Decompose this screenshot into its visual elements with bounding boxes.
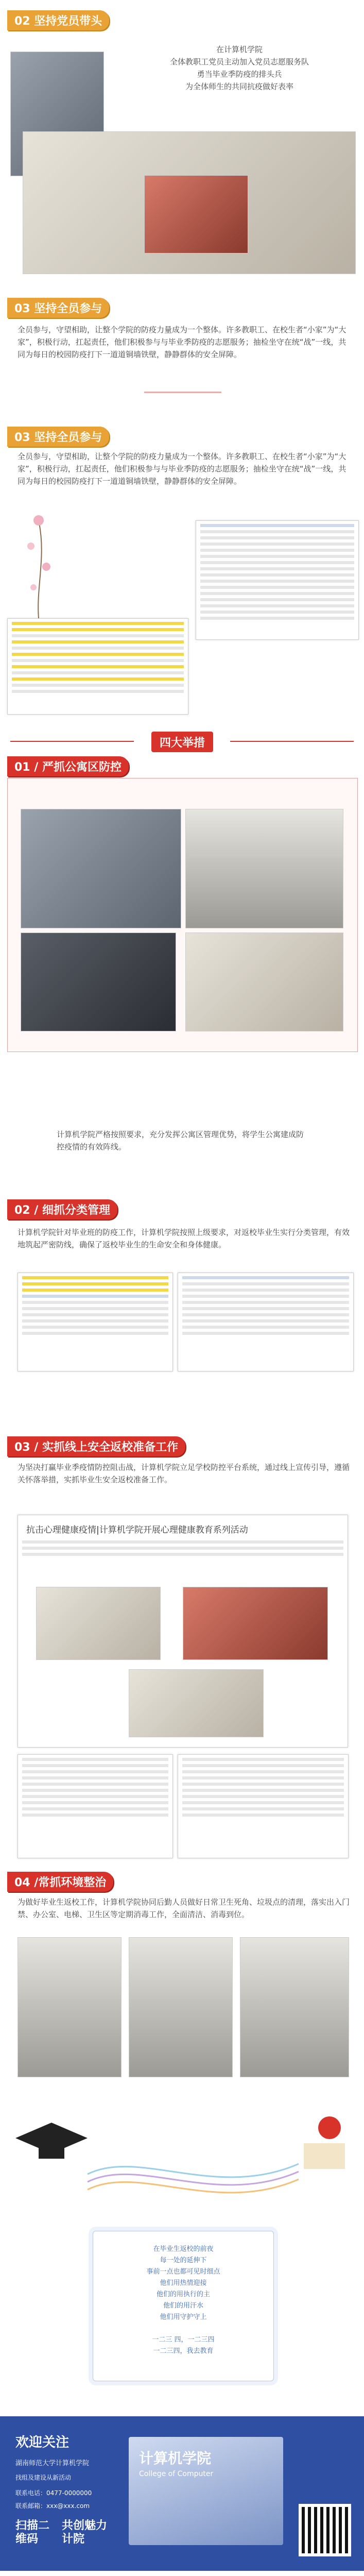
poem-line: 在毕业生返校的前夜	[153, 2245, 214, 2253]
document-notice-1	[18, 1754, 173, 1858]
party-text	[124, 43, 355, 93]
poem-card	[93, 2231, 274, 2381]
footer-panel	[0, 2416, 364, 2571]
section-party-heading	[7, 11, 109, 29]
document-stats-table	[178, 1273, 354, 1371]
photo-dorm-patrol	[21, 809, 181, 928]
divider-line	[144, 392, 221, 393]
measure3-text: 为坚决打赢毕业季疫情防控阻击战，计算机学院立足学校防控平台系统，通过线上宣传引导，遵循关怀落举措，实抓毕业生安全返校准备工作。	[18, 1463, 350, 1484]
graduation-decoration-icon	[10, 2107, 354, 2221]
footer-logo-en: College of Computer	[139, 2470, 214, 2478]
photo-clean-hall-2	[129, 1937, 233, 2077]
document-schedule-table	[196, 520, 359, 640]
footer-logo-cn: 计算机学院	[139, 2450, 212, 2467]
footer-email: 联系邮箱：xxx@xxx.com	[15, 2502, 90, 2510]
poem-line: 他们用守护守上	[160, 2313, 207, 2321]
document-notice-2	[178, 1754, 349, 1858]
photo-dorm-check	[185, 809, 343, 928]
photo-calligraphy	[129, 1669, 264, 1737]
article-title[interactable]: 抗击心理健康疫情|计算机学院开展心理健康教育系列活动	[26, 1525, 248, 1535]
flower-decoration-icon	[15, 510, 62, 618]
section-participate2-tag: 03 坚持全员参与	[7, 427, 109, 447]
measure2-tag: 02 / 细抓分类管理	[7, 1199, 117, 1219]
section-participate-heading	[7, 299, 109, 316]
measure3-heading	[7, 1437, 185, 1455]
party-line: 在计算机学院	[216, 45, 263, 54]
footer-school: 湖南师范大学计算机学院	[15, 2460, 90, 2467]
measure4-tag: 04 /常抓环境整治	[7, 1872, 113, 1892]
footer-building-image	[129, 2437, 283, 2545]
section-participate-tag: 03 坚持全员参与	[7, 298, 109, 318]
photo-clean-hall-3	[240, 1937, 349, 2077]
poem-signature: 一二三 四，一二三四 一二三四，我去教育	[152, 2336, 215, 2355]
party-line: 勇当毕业季防疫的排头兵	[197, 70, 282, 79]
measure4-text: 为做好毕业生返校工作，计算机学院协同后勤人员做好日常卫生死角、垃圾点的清理，落实出入门禁、办公室、电梯、卫生区等定期消毒工作，全面清洁、消毒到位。	[18, 1897, 350, 1919]
poem-line: 事前一点也都可见时细点	[146, 2268, 220, 2276]
section-participate2-heading	[7, 428, 109, 445]
measure1-text: 计算机学院严格按照要求，充分发挥公寓区管理优势，将学生公寓建成防控疫情的有效阵线。	[57, 1130, 304, 1151]
footer-phone: 联系电话：0477-0000000	[15, 2489, 92, 2497]
footer-join: 共创魅力计院	[62, 2519, 108, 2546]
photo-heart-hands	[183, 1587, 328, 1660]
footer-scan: 扫描二维码	[15, 2519, 50, 2546]
poem-line: 他们的用执行的主	[156, 2291, 210, 2298]
banner-title: 四大举措	[151, 732, 213, 752]
measure1-heading	[7, 757, 129, 775]
measure2-text: 计算机学院针对毕业班的防疫工作，计算机学院按照上级要求，对返校毕业生实行分类管理，有效地筑起严密防线，确保了返校毕业生的生命安全和身体健康。	[18, 1228, 350, 1249]
section-party-tag: 02 坚持党员带头	[7, 10, 109, 30]
poem-line: 他们的用汗水	[163, 2302, 203, 2310]
poem-line: 每一处的延伸下	[160, 2257, 207, 2264]
photo-dorm-room	[21, 933, 176, 1031]
footer-slogan: 找组及建设从新活动	[15, 2474, 72, 2481]
measure1-tag: 01 / 严抓公寓区防控	[7, 756, 129, 776]
measure3-tag: 03 / 实抓线上安全返校准备工作	[7, 1436, 185, 1456]
poem-line: 他们用热情迎接	[160, 2279, 207, 2287]
party-line: 为全体师生的共同抗疫做好表率	[185, 82, 293, 91]
photo-clean-hall-1	[18, 1937, 122, 2077]
measure2-heading	[7, 1200, 117, 1218]
document-classification-table	[18, 1273, 173, 1371]
participate-text: 全员参与，守望相助，让整个学院的防疫力量成为一个整体。许多教职工、在校生者“小家”为“大家”，积极行动，扛起责任，他们积极参与与毕业季防疫的志愿服务；抽检坐守在统“战”一线，共同为每日的校园防疫打下一道道铜墙铁壁，静静群体的安全屏障。	[18, 325, 346, 359]
footer-welcome: 欢迎关注	[15, 2435, 70, 2450]
measure4-heading	[7, 1873, 113, 1890]
qr-code-icon[interactable]	[299, 2504, 351, 2556]
photo-heart-flower	[36, 1587, 161, 1660]
party-line: 全体教职工党员主动加入党员志愿服务队	[169, 57, 309, 66]
photo-volunteer-badge	[144, 175, 248, 253]
photo-dorm-corridor	[185, 933, 343, 1031]
document-roster-table	[7, 618, 188, 715]
participate2-text: 全员参与，守望相助，让整个学院的防疫力量成为一个整体。许多教职工、在校生者“小家”为“大家”，积极行动，扛起责任，他们积极参与与毕业季防疫的志愿服务；抽检坐守在统“战”一线，共同为每日的校园防疫打下一道道铜墙铁壁，静静群体的安全屏障。	[18, 452, 346, 486]
